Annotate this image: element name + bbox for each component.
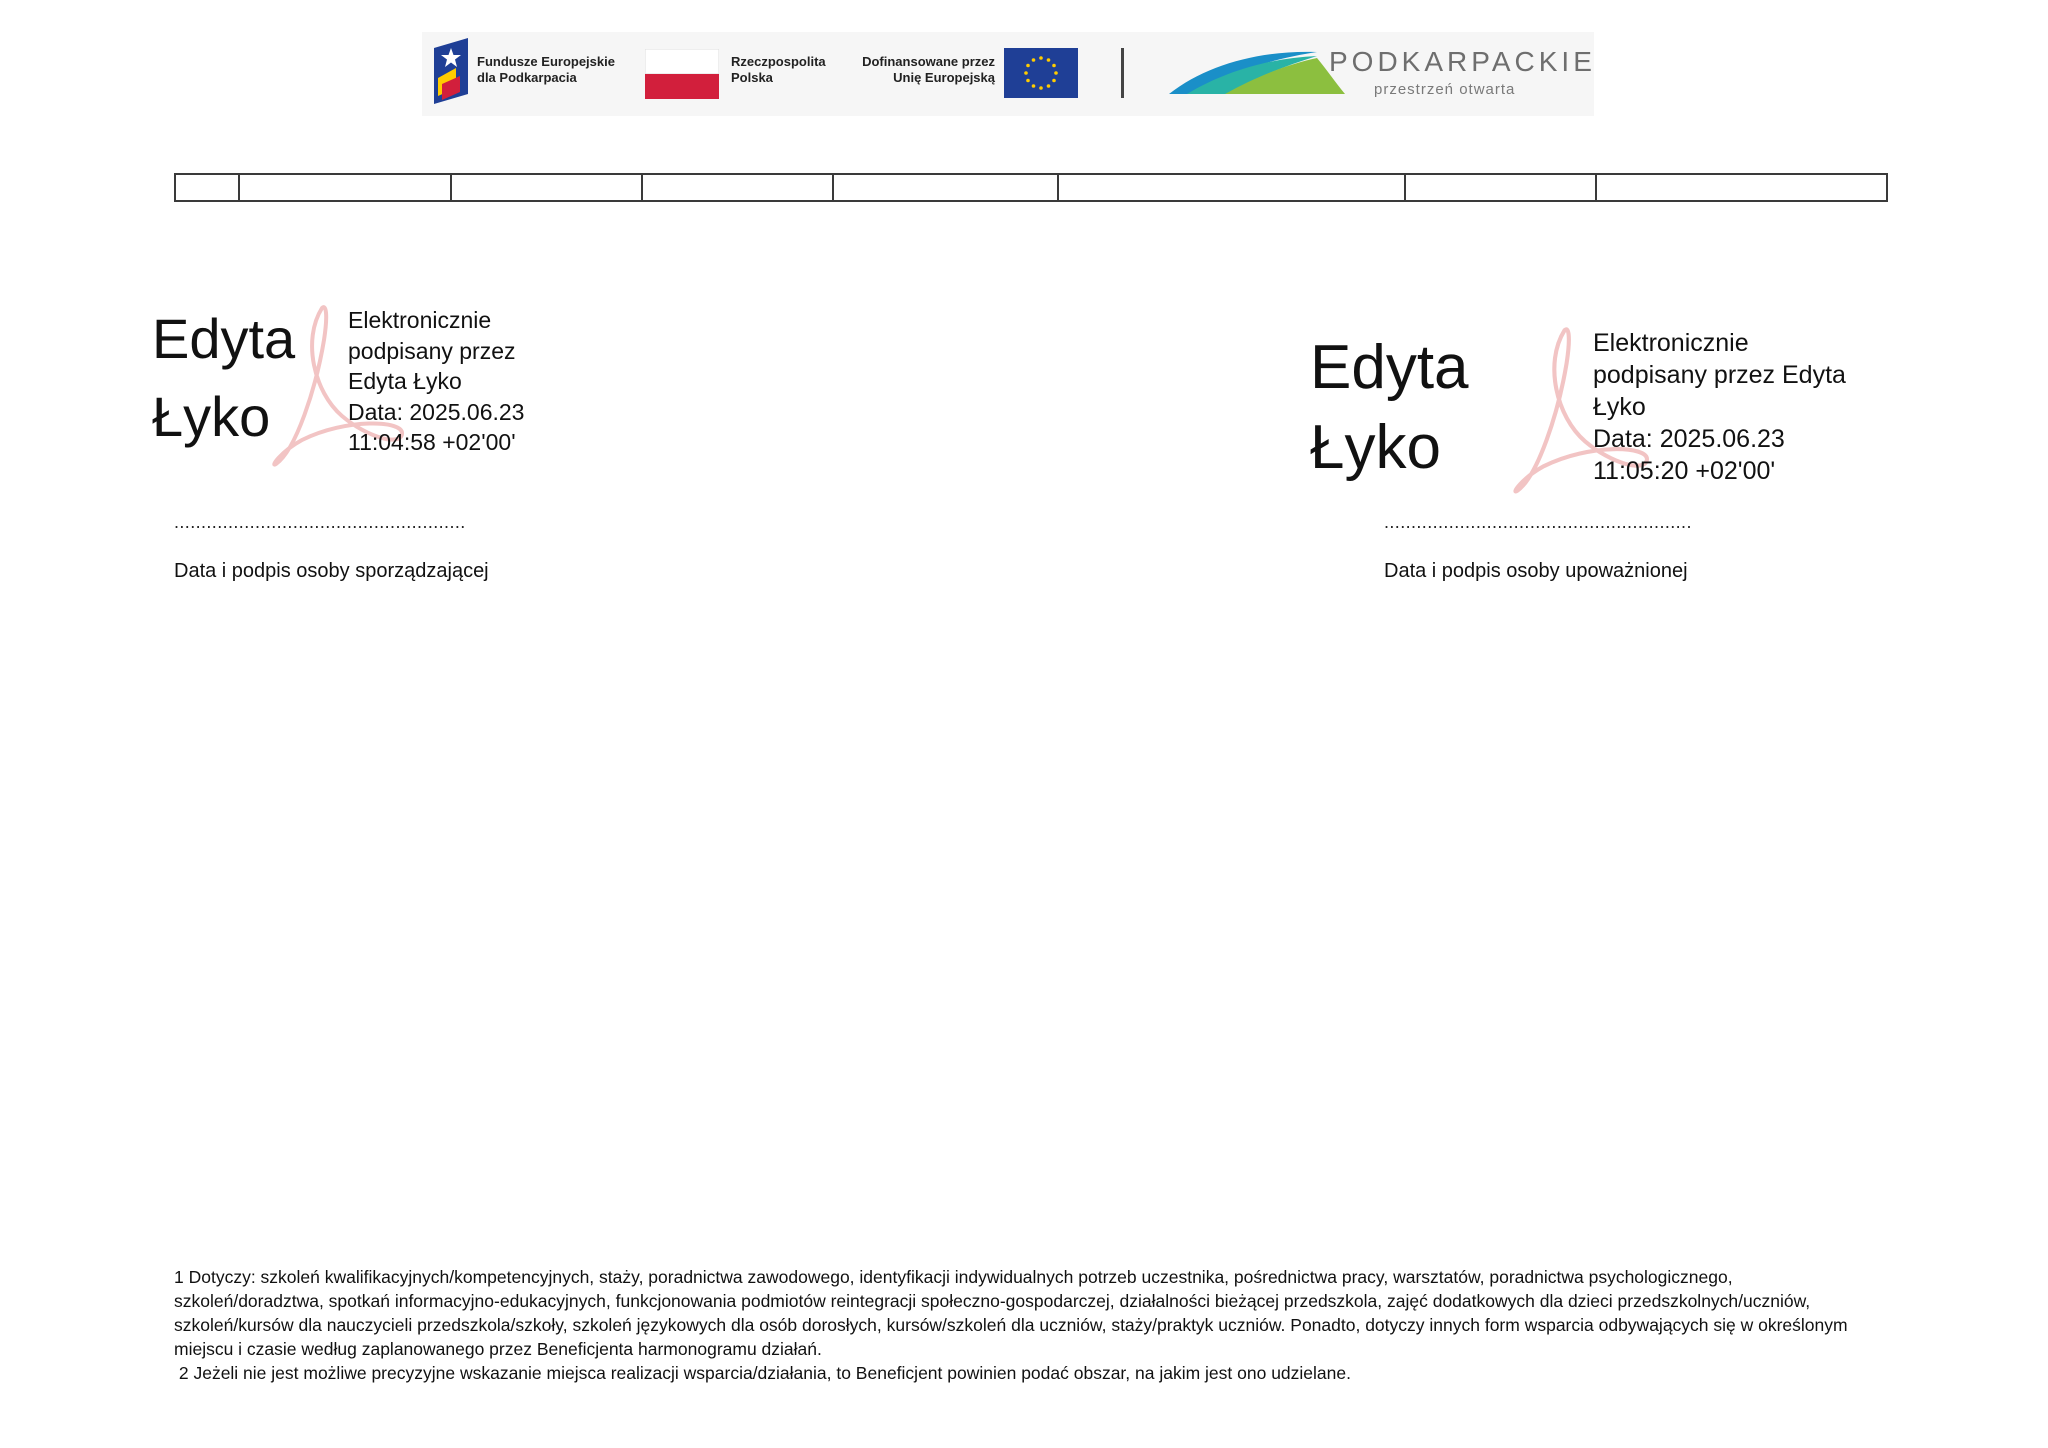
signature-info: Elektronicznie podpisany przez Edyta Łyko Data: 2025.06.23 11:05:20 +02'00' (1593, 329, 1846, 485)
podkarpackie-tagline: przestrzeń otwarta (1374, 81, 1516, 98)
signature-name: Edyta Łyko (152, 307, 296, 448)
signature-dots-right: ......................................................... (1384, 512, 1692, 532)
fundusze-europejskie-icon (434, 38, 468, 104)
footnotes (174, 1265, 1884, 1385)
signature-info: Elektronicznie podpisany przez Edyta Łyko Data: 2025.06.23 11:04:58 +02'00' (348, 307, 525, 455)
table-cell (175, 174, 239, 201)
eu-flag-icon (1004, 48, 1078, 98)
table-cell (1596, 174, 1887, 201)
fundusze-europejskie-text: Fundusze Europejskie dla Podkarpacia (477, 54, 615, 85)
signature-caption-left: Data i podpis osoby sporządzającej (174, 560, 489, 582)
footnote-2: 2 Jeżeli nie jest możliwe precyzyjne wskazanie miejsca realizacji wsparcia/działania, to Beneficjent powinien podać obszar, na jakim jest ono udzielane. (174, 1363, 1351, 1383)
table-row (175, 174, 1887, 201)
rzeczpospolita-polska-text: Rzeczpospolita Polska (731, 54, 826, 85)
header-logo-bar (422, 32, 1594, 116)
podkarpackie-name: PODKARPACKIE (1329, 46, 1596, 77)
signature-name: Edyta Łyko (1310, 333, 1469, 482)
signature-left (152, 300, 572, 470)
signature-right (1310, 322, 1910, 497)
logo-divider (1121, 48, 1124, 98)
table-cell (1058, 174, 1405, 201)
table-cell (239, 174, 451, 201)
table-cell (1405, 174, 1596, 201)
table-cell (642, 174, 833, 201)
table-cell (833, 174, 1058, 201)
empty-table (174, 173, 1888, 202)
polish-flag-icon (645, 49, 719, 99)
signature-dots-left: ...................................................... (174, 512, 466, 532)
eu-cofinanced-text: Dofinansowane przez Unię Europejską (862, 54, 995, 85)
footnote-1: 1 Dotyczy: szkoleń kwalifikacyjnych/kompetencyjnych, staży, poradnictwa zawodowego, identyfikacji indywidualnych potrzeb uczestnika, pośrednictwa pracy, warsztatów, poradnictwa psychologicznego, szkoleń/doradztwa, spotkań informacyjno-edukacyjnych, funkcjonowania podmiotów reintegracji społeczno-gospodarczej, działalności bieżącej przedszkola, zajęć dodatkowych dla dzieci przedszkolnych/uczniów, szkoleń/kursów dla nauczycieli przedszkola/szkoły, szkoleń językowych dla osób dorosłych, kursów/szkoleń dla uczniów, staży/praktyk uczniów. Ponadto, dotyczy innych form wsparcia odbywających się w określonym miejscu i czasie według zaplanowanego przez Beneficjenta harmonogramu działań. (174, 1267, 1848, 1359)
table-cell (451, 174, 642, 201)
signature-caption-right: Data i podpis osoby upoważnionej (1384, 560, 1688, 582)
podkarpackie-swoosh-icon (1167, 42, 1347, 97)
